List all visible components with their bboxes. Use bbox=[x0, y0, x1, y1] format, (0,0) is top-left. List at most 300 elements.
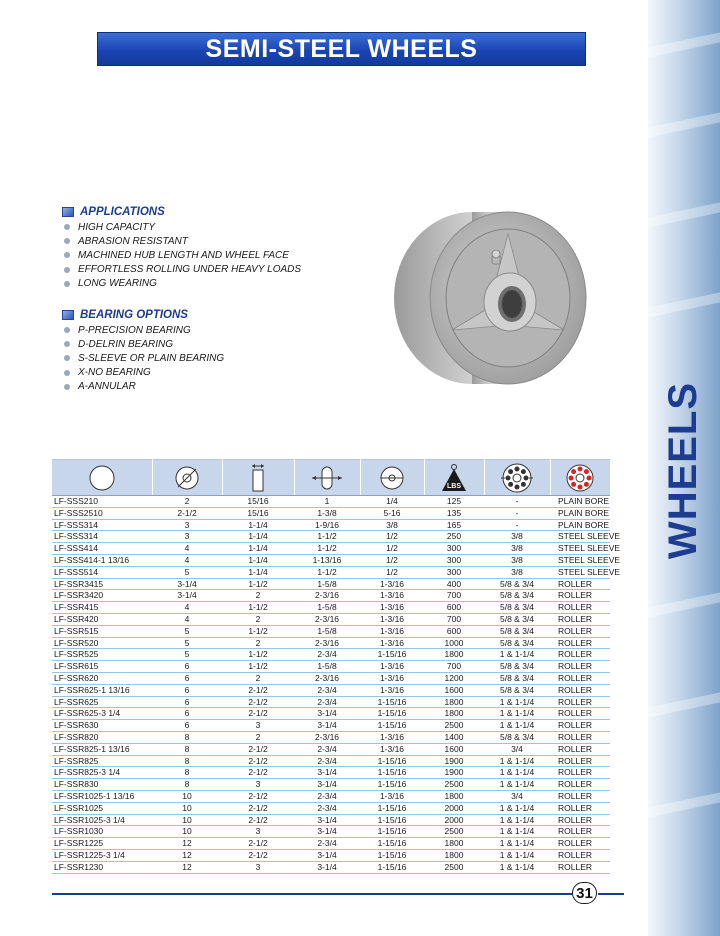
cell-load-capacity: 1800 bbox=[424, 849, 484, 861]
cell-load-capacity: 600 bbox=[424, 625, 484, 637]
cell-hub-length: 2-3/4 bbox=[294, 649, 360, 661]
cell-bearing-bore: 5/8 & 3/4 bbox=[484, 637, 550, 649]
bullet-icon bbox=[64, 370, 70, 376]
cell-bore: 1-3/16 bbox=[360, 625, 424, 637]
cell-bearing-bore: 1 & 1-1/4 bbox=[484, 861, 550, 873]
list-item-text: MACHINED HUB LENGTH AND WHEEL FACE bbox=[78, 249, 289, 261]
cell-load-capacity: 135 bbox=[424, 507, 484, 519]
applications-list bbox=[62, 220, 301, 291]
cell-part-number: LF-SSR625-3 1/4 bbox=[52, 708, 152, 720]
cell-part-number: LF-SSR1025-3 1/4 bbox=[52, 814, 152, 826]
applications-heading bbox=[62, 205, 301, 219]
cell-part-number: LF-SSR1025 bbox=[52, 802, 152, 814]
page-number-text: 31 bbox=[576, 884, 593, 902]
title-banner bbox=[97, 32, 586, 66]
cell-bearing-bore: - bbox=[484, 496, 550, 508]
cell-part-number: LF-SSS210 bbox=[52, 496, 152, 508]
cell-hub-length: 3-1/4 bbox=[294, 814, 360, 826]
cell-part-number: LF-SSR820 bbox=[52, 731, 152, 743]
cell-load-capacity: 1200 bbox=[424, 672, 484, 684]
cell-part-number: LF-SSS414 bbox=[52, 543, 152, 555]
list-item bbox=[62, 263, 301, 277]
list-item-text: A-ANNULAR bbox=[78, 381, 136, 393]
cell-tread-width: 2-1/2 bbox=[222, 708, 294, 720]
cell-bearing-bore: 1 & 1-1/4 bbox=[484, 849, 550, 861]
cell-hub-length: 1-9/16 bbox=[294, 519, 360, 531]
cell-diameter: 4 bbox=[152, 543, 222, 555]
cell-tread-width: 2 bbox=[222, 613, 294, 625]
cell-bearing-type: PLAIN BORE bbox=[550, 519, 610, 531]
cell-bearing-bore: 1 & 1-1/4 bbox=[484, 649, 550, 661]
cell-tread-width: 1-1/2 bbox=[222, 578, 294, 590]
cell-tread-width: 1-1/2 bbox=[222, 602, 294, 614]
cell-hub-length: 3-1/4 bbox=[294, 767, 360, 779]
cell-bearing-bore: 1 & 1-1/4 bbox=[484, 802, 550, 814]
cell-part-number: LF-SSR1030 bbox=[52, 826, 152, 838]
cell-bore: 1-3/16 bbox=[360, 602, 424, 614]
cell-diameter: 8 bbox=[152, 743, 222, 755]
cell-tread-width: 3 bbox=[222, 861, 294, 873]
cell-part-number: LF-SSS514 bbox=[52, 566, 152, 578]
cell-hub-length: 1-1/2 bbox=[294, 543, 360, 555]
bullet-icon bbox=[64, 355, 70, 361]
list-item bbox=[62, 337, 224, 351]
bullet-icon bbox=[64, 281, 70, 287]
cell-bearing-type: STEEL SLEEVE bbox=[550, 566, 610, 578]
table-row bbox=[52, 578, 610, 590]
cell-bearing-type: ROLLER bbox=[550, 826, 610, 838]
table-row bbox=[52, 543, 610, 555]
cell-bearing-bore: 5/8 & 3/4 bbox=[484, 625, 550, 637]
cell-bore: 1-3/16 bbox=[360, 661, 424, 673]
cell-tread-width: 2-1/2 bbox=[222, 696, 294, 708]
cell-diameter: 12 bbox=[152, 849, 222, 861]
cell-bearing-bore: 3/8 bbox=[484, 566, 550, 578]
cell-bore: 3/8 bbox=[360, 519, 424, 531]
cell-diameter: 6 bbox=[152, 708, 222, 720]
list-item-text: HIGH CAPACITY bbox=[78, 221, 156, 233]
cell-load-capacity: 1000 bbox=[424, 637, 484, 649]
table-row bbox=[52, 566, 610, 578]
cell-load-capacity: 700 bbox=[424, 590, 484, 602]
list-item bbox=[62, 234, 301, 248]
list-item bbox=[62, 366, 224, 380]
cell-bearing-bore: 5/8 & 3/4 bbox=[484, 731, 550, 743]
cell-bore: 1/2 bbox=[360, 531, 424, 543]
table-row bbox=[52, 731, 610, 743]
lbs-label: LBS bbox=[447, 482, 461, 490]
footer-rule bbox=[52, 893, 572, 895]
cell-hub-length: 2-3/16 bbox=[294, 731, 360, 743]
cell-bearing-bore: 1 & 1-1/4 bbox=[484, 826, 550, 838]
list-item bbox=[62, 323, 224, 337]
cell-tread-width: 15/16 bbox=[222, 496, 294, 508]
cell-bearing-type: ROLLER bbox=[550, 731, 610, 743]
wheel-illustration-icon bbox=[380, 210, 620, 400]
cell-bearing-type: ROLLER bbox=[550, 743, 610, 755]
table-row bbox=[52, 861, 610, 873]
header-cell-load-capacity bbox=[424, 460, 484, 496]
list-item-text: EFFORTLESS ROLLING UNDER HEAVY LOADS bbox=[78, 264, 302, 276]
cell-tread-width: 2 bbox=[222, 672, 294, 684]
cell-bearing-type: ROLLER bbox=[550, 861, 610, 873]
cell-bore: 1-15/16 bbox=[360, 708, 424, 720]
cell-hub-length: 2-3/4 bbox=[294, 790, 360, 802]
cell-load-capacity: 700 bbox=[424, 661, 484, 673]
cell-bearing-type: ROLLER bbox=[550, 625, 610, 637]
cell-diameter: 6 bbox=[152, 720, 222, 732]
table-row bbox=[52, 814, 610, 826]
cell-part-number: LF-SSS2510 bbox=[52, 507, 152, 519]
cell-part-number: LF-SSR825 bbox=[52, 755, 152, 767]
specification-table bbox=[52, 459, 621, 874]
header-cell-tread-width bbox=[222, 460, 294, 496]
cell-hub-length: 2-3/16 bbox=[294, 613, 360, 625]
table-row bbox=[52, 790, 610, 802]
cell-load-capacity: 250 bbox=[424, 531, 484, 543]
cell-load-capacity: 2500 bbox=[424, 720, 484, 732]
cell-bore: 5-16 bbox=[360, 507, 424, 519]
cell-tread-width: 1-1/2 bbox=[222, 625, 294, 637]
list-item bbox=[62, 220, 301, 234]
cell-load-capacity: 1800 bbox=[424, 708, 484, 720]
cell-diameter: 3-1/4 bbox=[152, 578, 222, 590]
cell-load-capacity: 700 bbox=[424, 613, 484, 625]
cell-bearing-type: ROLLER bbox=[550, 661, 610, 673]
cell-tread-width: 2-1/2 bbox=[222, 755, 294, 767]
bullet-icon bbox=[64, 341, 70, 347]
cell-part-number: LF-SSR620 bbox=[52, 672, 152, 684]
cell-bore: 1-15/16 bbox=[360, 779, 424, 791]
list-item-text: LONG WEARING bbox=[78, 278, 157, 290]
cell-bore: 1-15/16 bbox=[360, 720, 424, 732]
cell-part-number: LF-SSR1230 bbox=[52, 861, 152, 873]
cell-bore: 1-15/16 bbox=[360, 826, 424, 838]
cell-load-capacity: 1800 bbox=[424, 838, 484, 850]
cell-diameter: 4 bbox=[152, 602, 222, 614]
table-row bbox=[52, 767, 610, 779]
cell-bearing-bore: 1 & 1-1/4 bbox=[484, 755, 550, 767]
cell-load-capacity: 1900 bbox=[424, 767, 484, 779]
cell-hub-length: 1-5/8 bbox=[294, 578, 360, 590]
cell-load-capacity: 2000 bbox=[424, 814, 484, 826]
cell-bearing-bore: - bbox=[484, 519, 550, 531]
cell-diameter: 8 bbox=[152, 755, 222, 767]
cell-hub-length: 1-5/8 bbox=[294, 602, 360, 614]
cell-load-capacity: 1600 bbox=[424, 743, 484, 755]
cell-hub-length: 2-3/4 bbox=[294, 696, 360, 708]
cell-tread-width: 2-1/2 bbox=[222, 743, 294, 755]
cell-part-number: LF-SSS314 bbox=[52, 531, 152, 543]
cell-diameter: 6 bbox=[152, 661, 222, 673]
header-cell-bore bbox=[360, 460, 424, 496]
section-square-icon bbox=[62, 207, 74, 217]
cell-tread-width: 3 bbox=[222, 779, 294, 791]
cell-tread-width: 1-1/4 bbox=[222, 519, 294, 531]
cell-bearing-bore: 5/8 & 3/4 bbox=[484, 578, 550, 590]
cell-bearing-type: ROLLER bbox=[550, 696, 610, 708]
cell-diameter: 3 bbox=[152, 519, 222, 531]
cell-load-capacity: 165 bbox=[424, 519, 484, 531]
side-label-text: WHEELS bbox=[661, 381, 706, 559]
cell-bearing-type: PLAIN BORE bbox=[550, 507, 610, 519]
cell-bearing-type: ROLLER bbox=[550, 767, 610, 779]
table-row bbox=[52, 507, 610, 519]
cell-tread-width: 2-1/2 bbox=[222, 767, 294, 779]
list-item bbox=[62, 248, 301, 262]
bullet-icon bbox=[64, 238, 70, 244]
cell-hub-length: 2-3/4 bbox=[294, 755, 360, 767]
cell-load-capacity: 1900 bbox=[424, 755, 484, 767]
cell-bearing-bore: 3/8 bbox=[484, 531, 550, 543]
list-item bbox=[62, 351, 224, 365]
cell-part-number: LF-SSR3420 bbox=[52, 590, 152, 602]
cell-bearing-bore: 3/4 bbox=[484, 743, 550, 755]
table-row bbox=[52, 755, 610, 767]
page-title: SEMI-STEEL WHEELS bbox=[205, 34, 478, 63]
cell-diameter: 4 bbox=[152, 613, 222, 625]
cell-load-capacity: 300 bbox=[424, 566, 484, 578]
table-row bbox=[52, 849, 610, 861]
table-row bbox=[52, 672, 610, 684]
footer-rule-end bbox=[598, 893, 624, 895]
cell-bore: 1-15/16 bbox=[360, 767, 424, 779]
bullet-icon bbox=[64, 224, 70, 230]
load-capacity-icon bbox=[440, 463, 468, 493]
cell-diameter: 5 bbox=[152, 566, 222, 578]
table-row bbox=[52, 649, 610, 661]
table-row bbox=[52, 661, 610, 673]
cell-bore: 1-15/16 bbox=[360, 838, 424, 850]
cell-diameter: 5 bbox=[152, 625, 222, 637]
cell-bearing-bore: 5/8 & 3/4 bbox=[484, 684, 550, 696]
cell-bearing-type: ROLLER bbox=[550, 672, 610, 684]
bullet-icon bbox=[64, 327, 70, 333]
cell-part-number: LF-SSR515 bbox=[52, 625, 152, 637]
cell-diameter: 12 bbox=[152, 861, 222, 873]
cell-part-number: LF-SSR825-1 13/16 bbox=[52, 743, 152, 755]
cell-bearing-type: ROLLER bbox=[550, 720, 610, 732]
table-row bbox=[52, 625, 610, 637]
cell-bore: 1/2 bbox=[360, 566, 424, 578]
table-row bbox=[52, 696, 610, 708]
cell-bearing-type: PLAIN BORE bbox=[550, 496, 610, 508]
diameter-icon bbox=[173, 464, 201, 492]
table-row bbox=[52, 554, 610, 566]
hub-length-icon bbox=[310, 464, 344, 492]
cell-hub-length: 1-5/8 bbox=[294, 661, 360, 673]
cell-tread-width: 2-1/2 bbox=[222, 802, 294, 814]
cell-tread-width: 2-1/2 bbox=[222, 849, 294, 861]
cell-bore: 1-3/16 bbox=[360, 790, 424, 802]
cell-hub-length: 2-3/4 bbox=[294, 743, 360, 755]
applications-section bbox=[62, 205, 301, 291]
bullet-icon bbox=[64, 267, 70, 273]
cell-load-capacity: 1400 bbox=[424, 731, 484, 743]
cell-tread-width: 1-1/2 bbox=[222, 649, 294, 661]
cell-bearing-type: ROLLER bbox=[550, 590, 610, 602]
cell-bearing-bore: 1 & 1-1/4 bbox=[484, 696, 550, 708]
list-item bbox=[62, 380, 224, 394]
table-row bbox=[52, 826, 610, 838]
cell-bearing-bore: - bbox=[484, 507, 550, 519]
cell-diameter: 2 bbox=[152, 496, 222, 508]
cell-bearing-type: ROLLER bbox=[550, 613, 610, 625]
header-cell-bearing-bore bbox=[484, 460, 550, 496]
cell-load-capacity: 400 bbox=[424, 578, 484, 590]
cell-load-capacity: 1800 bbox=[424, 696, 484, 708]
cell-bore: 1-15/16 bbox=[360, 696, 424, 708]
cell-part-number: LF-SSR520 bbox=[52, 637, 152, 649]
cell-tread-width: 1-1/4 bbox=[222, 566, 294, 578]
cell-part-number: LF-SSR830 bbox=[52, 779, 152, 791]
list-item bbox=[62, 277, 301, 291]
cell-hub-length: 3-1/4 bbox=[294, 708, 360, 720]
cell-bearing-bore: 3/8 bbox=[484, 543, 550, 555]
header-cell-hub-length bbox=[294, 460, 360, 496]
list-item-text: P-PRECISION BEARING bbox=[78, 324, 191, 336]
cell-tread-width: 2-1/2 bbox=[222, 684, 294, 696]
bullet-icon bbox=[64, 384, 70, 390]
cell-bearing-bore: 5/8 & 3/4 bbox=[484, 661, 550, 673]
cell-part-number: LF-SSR615 bbox=[52, 661, 152, 673]
cell-bearing-bore: 1 & 1-1/4 bbox=[484, 814, 550, 826]
cell-bearing-type: ROLLER bbox=[550, 790, 610, 802]
cell-tread-width: 1-1/4 bbox=[222, 543, 294, 555]
cell-bearing-bore: 3/8 bbox=[484, 554, 550, 566]
cell-load-capacity: 300 bbox=[424, 543, 484, 555]
cell-hub-length: 3-1/4 bbox=[294, 779, 360, 791]
cell-bearing-type: ROLLER bbox=[550, 649, 610, 661]
cell-hub-length: 1-13/16 bbox=[294, 554, 360, 566]
cell-bearing-bore: 5/8 & 3/4 bbox=[484, 613, 550, 625]
cell-bore: 1-3/16 bbox=[360, 672, 424, 684]
cell-bore: 1-15/16 bbox=[360, 649, 424, 661]
table-body bbox=[52, 496, 621, 874]
cell-part-number: LF-SSR625-1 13/16 bbox=[52, 684, 152, 696]
cell-hub-length: 1 bbox=[294, 496, 360, 508]
cell-load-capacity: 1600 bbox=[424, 684, 484, 696]
cell-hub-length: 2-3/4 bbox=[294, 684, 360, 696]
cell-tread-width: 15/16 bbox=[222, 507, 294, 519]
cell-bearing-bore: 5/8 & 3/4 bbox=[484, 590, 550, 602]
table-row bbox=[52, 708, 610, 720]
table-row bbox=[52, 496, 610, 508]
list-item-text: X-NO BEARING bbox=[78, 367, 151, 379]
cell-tread-width: 3 bbox=[222, 720, 294, 732]
cell-bearing-bore: 1 & 1-1/4 bbox=[484, 767, 550, 779]
cell-load-capacity: 600 bbox=[424, 602, 484, 614]
cell-diameter: 6 bbox=[152, 684, 222, 696]
bore-icon bbox=[378, 464, 406, 492]
bearing-type-icon bbox=[565, 463, 595, 493]
cell-tread-width: 2 bbox=[222, 590, 294, 602]
cell-part-number: LF-SSR1225 bbox=[52, 838, 152, 850]
table-row bbox=[52, 519, 610, 531]
cell-bearing-type: ROLLER bbox=[550, 802, 610, 814]
cell-load-capacity: 1800 bbox=[424, 790, 484, 802]
cell-bore: 1/2 bbox=[360, 554, 424, 566]
cell-diameter: 3 bbox=[152, 531, 222, 543]
bearing-icon bbox=[501, 462, 533, 494]
cell-part-number: LF-SSR825-3 1/4 bbox=[52, 767, 152, 779]
cell-load-capacity: 300 bbox=[424, 554, 484, 566]
cell-bore: 1/2 bbox=[360, 543, 424, 555]
cell-tread-width: 2 bbox=[222, 637, 294, 649]
cell-part-number: LF-SSR415 bbox=[52, 602, 152, 614]
cell-bearing-type: ROLLER bbox=[550, 838, 610, 850]
cell-load-capacity: 2500 bbox=[424, 861, 484, 873]
bearing-options-section bbox=[62, 308, 224, 394]
table-row bbox=[52, 779, 610, 791]
table-row bbox=[52, 684, 610, 696]
cell-bearing-type: ROLLER bbox=[550, 849, 610, 861]
cell-bearing-type: STEEL SLEEVE bbox=[550, 554, 610, 566]
cell-bearing-bore: 1 & 1-1/4 bbox=[484, 708, 550, 720]
cell-load-capacity: 1800 bbox=[424, 649, 484, 661]
cell-part-number: LF-SSS314 bbox=[52, 519, 152, 531]
cell-hub-length: 2-3/4 bbox=[294, 802, 360, 814]
table-row bbox=[52, 531, 610, 543]
cell-diameter: 6 bbox=[152, 696, 222, 708]
tread-width-icon bbox=[244, 463, 272, 493]
cell-diameter: 10 bbox=[152, 790, 222, 802]
table-row bbox=[52, 720, 610, 732]
table-row bbox=[52, 590, 610, 602]
applications-heading-text: APPLICATIONS bbox=[80, 206, 165, 218]
cell-part-number: LF-SSR1225-3 1/4 bbox=[52, 849, 152, 861]
header-cell-diameter bbox=[152, 460, 222, 496]
cell-bearing-bore: 1 & 1-1/4 bbox=[484, 838, 550, 850]
cell-diameter: 8 bbox=[152, 779, 222, 791]
cell-bearing-bore: 5/8 & 3/4 bbox=[484, 602, 550, 614]
cell-bore: 1-15/16 bbox=[360, 755, 424, 767]
cell-bearing-type: ROLLER bbox=[550, 637, 610, 649]
cell-bearing-bore: 5/8 & 3/4 bbox=[484, 672, 550, 684]
cell-hub-length: 2-3/16 bbox=[294, 590, 360, 602]
table-row bbox=[52, 838, 610, 850]
cell-part-number: LF-SSR3415 bbox=[52, 578, 152, 590]
cell-load-capacity: 2500 bbox=[424, 779, 484, 791]
cell-hub-length: 1-1/2 bbox=[294, 531, 360, 543]
cell-tread-width: 1-1/4 bbox=[222, 531, 294, 543]
wheel-outline-icon bbox=[88, 464, 116, 492]
cell-hub-length: 3-1/4 bbox=[294, 861, 360, 873]
cell-bearing-type: ROLLER bbox=[550, 684, 610, 696]
semi-steel-wheel-image bbox=[380, 210, 620, 400]
section-square-icon bbox=[62, 310, 74, 320]
cell-hub-length: 1-1/2 bbox=[294, 566, 360, 578]
cell-part-number: LF-SSR630 bbox=[52, 720, 152, 732]
cell-bearing-type: ROLLER bbox=[550, 814, 610, 826]
cell-part-number: LF-SSS414-1 13/16 bbox=[52, 554, 152, 566]
cell-load-capacity: 125 bbox=[424, 496, 484, 508]
page-number bbox=[572, 882, 597, 904]
table-row bbox=[52, 743, 610, 755]
list-item-text: D-DELRIN BEARING bbox=[78, 338, 174, 350]
cell-part-number: LF-SSR625 bbox=[52, 696, 152, 708]
cell-tread-width: 1-1/2 bbox=[222, 661, 294, 673]
cell-hub-length: 2-3/4 bbox=[294, 838, 360, 850]
cell-load-capacity: 2000 bbox=[424, 802, 484, 814]
cell-bore: 1-3/16 bbox=[360, 684, 424, 696]
cell-diameter: 3-1/4 bbox=[152, 590, 222, 602]
cell-hub-length: 3-1/4 bbox=[294, 826, 360, 838]
table-header-row bbox=[52, 460, 610, 496]
cell-hub-length: 3-1/4 bbox=[294, 720, 360, 732]
cell-load-capacity: 2500 bbox=[424, 826, 484, 838]
table-row bbox=[52, 802, 610, 814]
